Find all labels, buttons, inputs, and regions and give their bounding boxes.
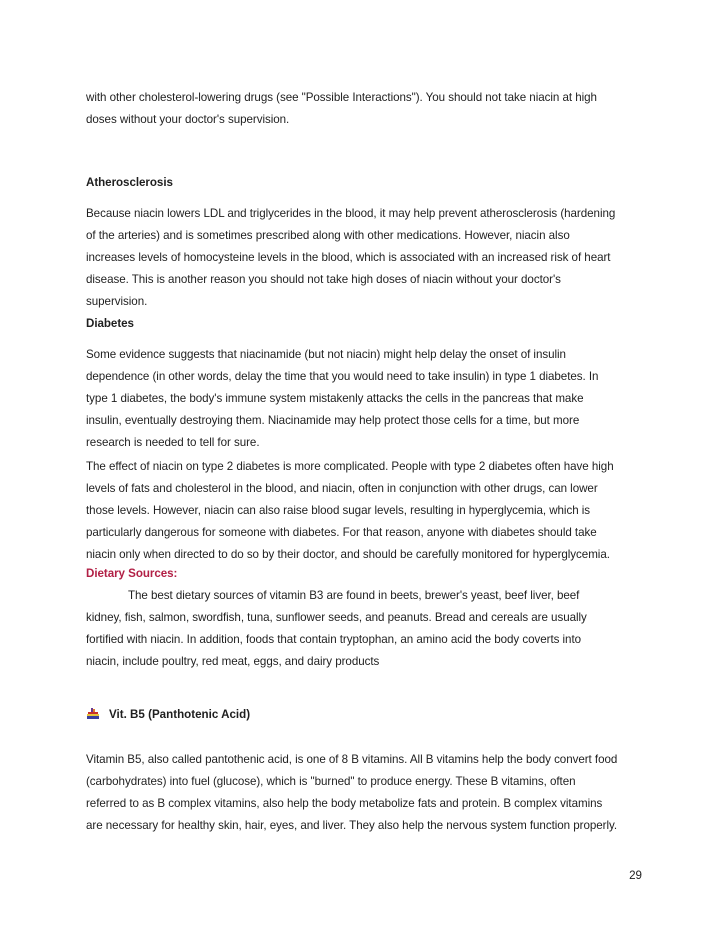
text-line: fortified with niacin. In addition, foods that contain tryptophan, an amino acid the body coverts into: [86, 633, 582, 646]
atherosclerosis-paragraph: [86, 203, 656, 313]
text-line: The effect of niacin on type 2 diabetes is more complicated. People with type 2 diabetes often have high: [86, 460, 614, 473]
diabetes-paragraph-2: [86, 456, 656, 566]
text-line: niacin, include poultry, red meat, eggs, and dairy products: [86, 655, 380, 668]
atherosclerosis-heading: Atherosclerosis: [86, 176, 173, 189]
diabetes-heading: Diabetes: [86, 317, 134, 330]
text-line: kidney, fish, salmon, swordfish, tuna, sunflower seeds, and peanuts. Bread and cereals are usually: [86, 611, 587, 624]
page-number: 29: [629, 869, 642, 882]
text-line: increases levels of homocysteine levels in the blood, which is associated with an increased risk of heart: [86, 251, 611, 264]
text-line: with other cholesterol-lowering drugs (see "Possible Interactions"). You should not take niacin at high: [86, 91, 597, 104]
dietary-sources-section: [86, 563, 656, 673]
text-line: those levels. However, niacin can also raise blood sugar levels, resulting in hyperglycemia, which is: [86, 504, 591, 517]
intro-paragraph: [86, 87, 656, 131]
text-line-content: The best dietary sources of vitamin B3 are found in beets, brewer's yeast, beef liver, beef: [128, 589, 580, 602]
text-line: Vitamin B5, also called pantothenic acid, is one of 8 B vitamins. All B vitamins help the body convert food: [86, 753, 618, 766]
text-line: (carbohydrates) into fuel (glucose), which is "burned" to produce energy. These B vitamins, often: [86, 775, 576, 788]
text-line: research is needed to tell for sure.: [86, 436, 260, 449]
text-line: levels of fats and cholesterol in the blood, and niacin, often in conjunction with other drugs, can lower: [86, 482, 598, 495]
b5-heading-row: [86, 703, 250, 725]
text-line: of the arteries) and is sometimes prescribed along with other medications. However, niacin also: [86, 229, 570, 242]
text-line: Because niacin lowers LDL and triglycerides in the blood, it may help prevent atherosclerosis (hardening: [86, 207, 616, 220]
text-line: supervision.: [86, 295, 148, 308]
text-line: dependence (in other words, delay the time that you would need to take insulin) in type 1 diabetes. In: [86, 370, 599, 383]
dietary-sources-heading: Dietary Sources:: [86, 567, 178, 580]
text-line: particularly dangerous for someone with diabetes. For that reason, anyone with diabetes should take: [86, 526, 597, 539]
text-line: disease. This is another reason you should not take high doses of niacin without your doctor's: [86, 273, 561, 286]
text-line: referred to as B complex vitamins, also help the body metabolize fats and protein. B complex vitamins: [86, 797, 603, 810]
text-line: Some evidence suggests that niacinamide (but not niacin) might help delay the onset of insulin: [86, 348, 566, 361]
b5-heading: Vit. B5 (Panthotenic Acid): [109, 707, 251, 721]
b5-paragraph: [86, 749, 656, 837]
diabetes-paragraph-1: [86, 344, 656, 454]
text-line: doses without your doctor's supervision.: [86, 113, 290, 126]
text-line: niacin only when directed to do so by their doctor, and should be carefully monitored for hyperglycemia.: [86, 548, 610, 561]
text-line: are necessary for healthy skin, hair, eyes, and liver. They also help the nervous system function properly.: [86, 819, 618, 832]
text-line: [86, 585, 656, 607]
text-line: insulin, eventually destroying them. Niacinamide may help protect those cells for a time, but more: [86, 414, 580, 427]
text-line: type 1 diabetes, the body's immune system mistakenly attacks the cells in the pancreas that make: [86, 392, 584, 405]
book-icon: [86, 707, 100, 721]
